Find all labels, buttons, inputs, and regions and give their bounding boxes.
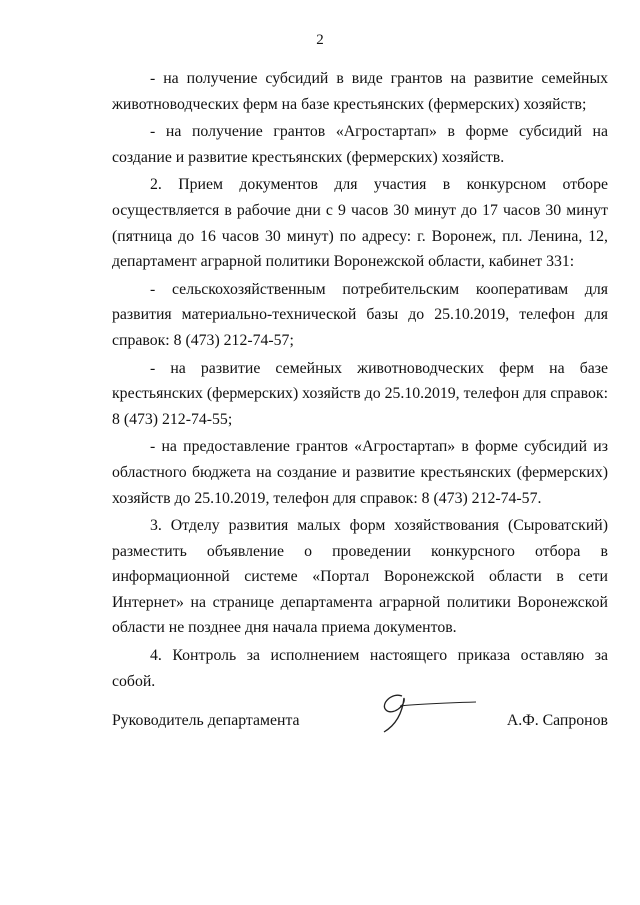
document-body <box>112 66 608 694</box>
page-number: 2 <box>316 32 324 48</box>
handwritten-signature <box>372 686 482 736</box>
paragraph-control: 4. Контроль за исполнением настоящего приказа оставляю за собой. <box>112 647 608 690</box>
paragraph-agrostartap-deadline: - на предоставление грантов «Агростартап» в форме субсидий из областного бюджета на создание и развитие крестьянских (фермерских) хозяйств до 25.10.2019, телефон для справок: 8 (473) 212-74-57. <box>112 438 608 507</box>
paragraph-announcement: 3. Отделу развития малых форм хозяйствования (Сыроватский) разместить объявление о проведении конкурсного отбора в информационной системе «Портал Воронежской области в сети Интернет» на странице департамента аграрной политики Воронежской области не позднее дня начала приема документов. <box>112 517 608 637</box>
paragraph-grant-agrostartap: - на получение грантов «Агростартап» в форме субсидий на создание и развитие крестьянских (фермерских) хозяйств. <box>112 123 608 166</box>
paragraph-family-farms-deadline: - на развитие семейных животноводческих ферм на базе крестьянских (фермерских) хозяйств до 25.10.2019, телефон для справок: 8 (473) 212-74-55; <box>112 359 608 428</box>
signatory-position: Руководитель департамента <box>112 712 300 729</box>
signature-block <box>112 712 608 730</box>
paragraph-grant-family-farms: - на получение субсидий в виде грантов на развитие семейных животноводческих ферм на базе крестьянских (фермерских) хозяйств; <box>112 70 608 113</box>
paragraph-document-reception: 2. Прием документов для участия в конкурсном отборе осуществляется в рабочие дни с 9 часов 30 минут до 17 часов 30 минут (пятница до 16 часов 30 минут) по адресу: г. Воронеж, пл. Ленина, 12, департамент аграрной политики Воронежской области, кабинет 331: <box>112 176 608 271</box>
signatory-name: А.Ф. Сапронов <box>506 712 608 729</box>
paragraph-cooperatives: - сельскохозяйственным потребительским кооперативам для развития материально-технической базы до 25.10.2019, телефон для справок: 8 (473) 212-74-57; <box>112 280 608 349</box>
